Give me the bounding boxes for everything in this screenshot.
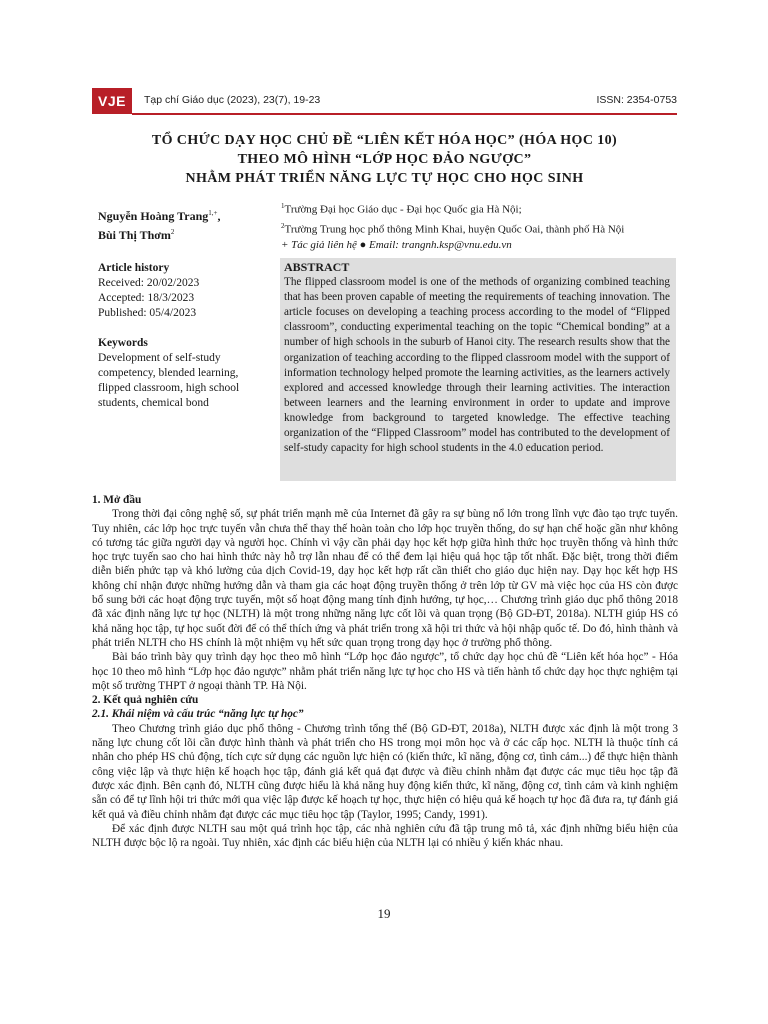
article-meta <box>98 261 260 411</box>
keywords-text: Development of self-study competency, blended learning, flipped classroom, high school students, chemical bond <box>98 352 240 409</box>
affiliation-2 <box>281 218 681 238</box>
abstract-text: The flipped classroom model is one of the methods of organizing combined teaching that has been proven capable of meeting the requirements of teaching innovation. The article focuses on developing a teaching process according to the model of “Flipped classroom”, conducting experimental teaching on the topic “Chemical bonding” at a number of high schools in the suburb of Hanoi city. The research results show that the organization of teaching according to the flipped classroom model with the support of information technology helped promote the learning activities, as the learners actively explored and accessed knowledge through their learning activities. The interaction between learners and the learning environment in order to update and improve knowledge from background to targeted knowledge. The effective teaching organization of the “Flipped Classroom” model has contributed to the development of self-study capacity for high school students in the 4.0 education period. <box>284 276 670 455</box>
abstract-heading: ABSTRACT <box>284 260 350 274</box>
journal-citation: Tạp chí Giáo dục (2023), 23(7), 19-23 <box>144 94 321 106</box>
journal-header <box>92 88 677 114</box>
received-date: Received: 20/02/2023 <box>98 277 200 289</box>
author-2 <box>98 224 220 243</box>
affiliations <box>281 198 681 253</box>
header-divider <box>132 113 677 115</box>
journal-logo: VJE <box>92 88 132 114</box>
keywords-heading: Keywords <box>98 337 148 349</box>
published-date: Published: 05/4/2023 <box>98 307 197 319</box>
paragraph-4: Để xác định được NLTH sau một quá trình học tập, các nhà nghiên cứu đã tập trung mô tả, xác định những biểu hiện của NLTH được bộc lộ ra ngoài. Tuy nhiên, xác định các biểu hiện của NLTH lại có nhiều ý kiến khác nhau. <box>92 822 678 850</box>
issn: ISSN: 2354-0753 <box>596 94 677 106</box>
history-heading: Article history <box>98 262 170 274</box>
author-2-name: Bùi Thị Thơm <box>98 228 171 242</box>
title-line-1: TỔ CHỨC DẠY HỌC CHỦ ĐỀ “LIÊN KẾT HÓA HỌC” (HÓA HỌC 10) <box>151 133 618 148</box>
paragraph-3: Theo Chương trình giáo dục phổ thông - Chương trình tổng thể (Bộ GD-ĐT, 2018a), NLTH được xác định là một trong 3 năng lực chung cốt lõi cần được hình thành và phát triển cho HS trong mọi môn học và ở các cấp học. NLTH là thuộc tính cá nhân cho phép HS chủ động, tích cực sử dụng các nguồn lực hiện có (kiến thức, kĩ năng, động cơ, tình cảm...) để thực hiện thành công việc lập và thực hiện kế hoạch học tập, đánh giá kết quả đạt được và điều chỉnh nhằm đạt được các mục tiêu học tập đã được xác định. Bên cạnh đó, NLTH cũng được hiểu là khả năng huy động kiến thức, kĩ năng, động cơ, tình cảm và kinh nghiệm sẵn có để tự lĩnh hội tri thức mới qua việc lập được kế hoạch tự học, thực hiện có hiệu quả kế hoạch tự học đã đưa ra, tự đánh giá kết quả và điều chỉnh nhằm đạt được các mục tiêu học tập (Taylor, 1995; Candy, 1991). <box>92 722 678 821</box>
corresponding-author: + Tác giả liên hệ ● Email: trangnh.ksp@vnu.edu.vn <box>281 239 512 252</box>
article-body <box>92 493 678 850</box>
author-1-sup: 1,+ <box>208 209 218 217</box>
affiliation-1 <box>281 198 681 218</box>
title-line-2: THEO MÔ HÌNH “LỚP HỌC ĐẢO NGƯỢC” <box>237 152 532 167</box>
author-list <box>98 205 220 243</box>
title-line-3: NHẰM PHÁT TRIỂN NĂNG LỰC TỰ HỌC CHO HỌC SINH <box>185 171 584 186</box>
author-1 <box>98 205 220 224</box>
author-1-separator: , <box>217 209 221 223</box>
author-2-sup: 2 <box>170 228 175 236</box>
article-title <box>92 131 677 188</box>
meta-spacer <box>98 321 260 336</box>
page-number: 19 <box>377 906 391 921</box>
affiliation-2-text: Trường Trung học phổ thông Minh Khai, huyện Quốc Oai, thành phố Hà Nội <box>284 223 625 236</box>
paragraph-1: Trong thời đại công nghệ số, sự phát triển mạnh mẽ của Internet đã gây ra sự bùng nổ lớn trong lĩnh vực đào tạo trực tuyến. Tuy nhiên, các lớp học trực tuyến vẫn chưa thể thay thế hoàn toàn cho lớp học truyền thống, do sự hạn chế hoặc gần như không có tương tác giữa người dạy và người học. Chính vì vậy cần phải dạy học kết hợp giữa hình thức học truyền thống và hình thức học trực tuyến sao cho hai hình thức này hỗ trợ lẫn nhau để có thể đem lại hiệu quả học tập tốt nhất. Đặc biệt, trong thời điểm diễn biến phức tạp và khó lường của dịch Covid-19, dạy học kết hợp rất cần thiết cho giáo dục hiện nay. Dạy học kết hợp HS không chỉ nhận được những hướng dẫn và tham gia các hoạt động truyền thống ở trên lớp từ GV mà việc học của HS còn được bổ sung bởi các hoạt động trực tuyến, một số hoạt động mang tính định hướng, tự học,… Chương trình giáo dục phổ thông 2018 đã xác định năng lực tự học (NLTH) là một trong những năng lực cốt lõi và quan trọng (Bộ GD-ĐT, 2018a). NLTH giúp HS có khả năng học tập, tự học suốt đời để có thể thích ứng và phát triển trong xã hội tri thức và hội nhập quốc tế. Do đó, hình thành và phát triển NLTH cho HS chính là một nhiệm vụ hết sức quan trọng trong dạy học ở trường phổ thông. <box>92 508 678 649</box>
subsection-heading-2-1: 2.1. Khái niệm và cấu trúc “năng lực tự học” <box>92 708 304 721</box>
affiliation-1-sup: 1 <box>281 202 285 210</box>
section-heading-1: 1. Mở đầu <box>92 494 142 506</box>
author-1-name: Nguyễn Hoàng Trang <box>98 209 209 223</box>
section-heading-2: 2. Kết quả nghiên cứu <box>92 694 199 707</box>
affiliation-2-sup: 2 <box>281 221 285 230</box>
paragraph-2: Bài báo trình bày quy trình dạy học theo mô hình “Lớp học đảo ngược”, tổ chức dạy học chủ đề “Liên kết hóa học” - Hóa học 10 theo mô hình “Lớp học đảo ngược” nhằm phát triển năng lực tự học cho HS và tiến hành tổ chức dạy học thực nghiệm tại một số trường THPT ở ngoại thành TP. Hà Nội. <box>92 651 678 692</box>
accepted-date: Accepted: 18/3/2023 <box>98 292 195 304</box>
abstract-box <box>280 258 676 481</box>
affiliation-1-text: Trường Đại học Giáo dục - Đại học Quốc gia Hà Nội; <box>284 203 522 216</box>
